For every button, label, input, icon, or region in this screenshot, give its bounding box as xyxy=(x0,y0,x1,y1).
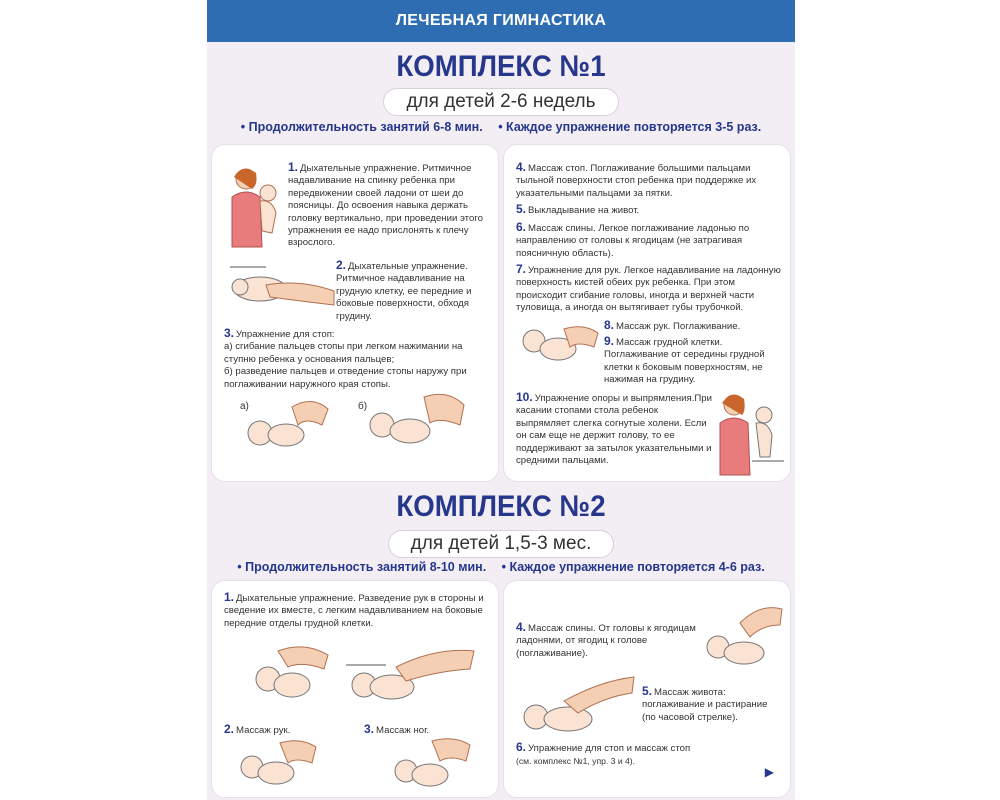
complex1-bullets xyxy=(207,120,795,134)
c1-exercise-1: 1. Дыхательные упражнение. Ритмичное надавливание на спинку ребенка при передвижении своей ладони от шеи до поясницы. До освоения навыка держать головку вертикально, при проведении этого упражнения ее надо прислонять к плечу взрослого. xyxy=(288,160,483,249)
leg-massage-illustration xyxy=(388,735,470,791)
foot-abduction-illustration xyxy=(364,391,468,453)
complex1-repeat: • Каждое упражнение повторяется 3-5 раз. xyxy=(498,120,762,134)
chest-press-illustration xyxy=(230,261,334,313)
complex1-subtitle: для детей 2-6 недель xyxy=(383,88,618,116)
c2-exercise-5: 5. Массаж живота: поглаживание и растирание (по часовой стрелке). xyxy=(642,684,768,723)
hand-massage-illustration xyxy=(518,321,598,369)
c1-exercise-3: 3. Упражнение для стоп: а) сгибание пальцев стопы при легком нажимании на ступню ребенка у основания пальцев; б) разведение пальцев и отведение стопы наружу при поглаживании наружного края стопы. xyxy=(224,326,467,390)
c2-exercise-6-note: (см. комплекс №1, упр. 3 и 4). xyxy=(516,756,636,767)
arms-spread-illustration xyxy=(238,641,332,705)
complex1-right-panel xyxy=(503,144,791,482)
complex2-right-panel xyxy=(503,580,791,798)
complex2-subtitle: для детей 1,5-3 мес. xyxy=(388,530,615,558)
c2-exercise-1: 1. Дыхательные упражнение. Разведение рук в стороны и сведение их вместе, с легким надавливанием на боковые передние отделы грудной клетки. xyxy=(224,590,484,629)
c1-exercise-4: 4. Массаж стоп. Поглаживание большими пальцами тыльной поверхности стоп ребенка при поддержке их указательными пальцами за пятки. xyxy=(516,160,757,199)
c2-exercise-4: 4. Массаж спины. От головы к ягодицам ладонями, от ягодиц к голове (поглаживание). xyxy=(516,620,696,659)
leaflet-page xyxy=(207,0,795,800)
complex1-title: КОМПЛЕКС №1 xyxy=(396,50,606,83)
c1-exercise-9: 9. Массаж грудной клетки. Поглаживание от середины грудной клетки к боковым поверхностям, не нажимая на грудину. xyxy=(604,334,765,386)
c1-exercise-3b: б) разведение пальцев и отведение стопы наружу при поглаживании наружного края стопы. xyxy=(224,366,467,390)
complex1-duration: • Продолжительность занятий 6-8 мин. xyxy=(240,120,483,134)
c1-exercise-8: 8. Массаж рук. Поглаживание. xyxy=(604,318,741,332)
mother-standing-baby-illustration xyxy=(714,391,784,475)
c1-exercise-5: 5. Выкладывание на живот. xyxy=(516,202,640,216)
next-page-arrow-icon[interactable]: ▶ xyxy=(764,765,774,779)
complex1-left-panel xyxy=(211,144,499,482)
c1-exercise-7: 7. Упражнение для рук. Легкое надавливание на ладонную поверхность кистей обеих рук ребенка. При этом происходит сгибание головы, иногда и верхней части туловища, а иногда он вытягивает губы трубочкой. xyxy=(516,262,781,314)
c1-exercise-6: 6. Массаж спины. Легкое поглаживание ладонью по направлению от головы к ягодицам (не затрагивая поясничную область). xyxy=(516,220,750,259)
c1-exercise-3a: а) сгибание пальцев стопы при легком нажимании на ступню ребенка у основания пальцев; xyxy=(224,341,463,365)
belly-massage-illustration xyxy=(518,677,636,739)
header-banner: ЛЕЧЕБНАЯ ГИМНАСТИКА xyxy=(207,0,795,42)
complex2-repeat: • Каждое упражнение повторяется 4-6 раз. xyxy=(501,560,765,574)
complex2-title: КОМПЛЕКС №2 xyxy=(396,490,606,523)
label-b: б) xyxy=(358,401,368,412)
back-massage-illustration xyxy=(700,603,784,673)
foot-flexion-illustration xyxy=(242,395,328,453)
arms-together-illustration xyxy=(346,641,476,707)
c1-exercise-10: 10. Упражнение опоры и выпрямления.При касании стопами стола ребенок выпрямляет слегка согнутые холени. Если он сам еще не держит голову, то ее поддерживают за затылок указательными и средними пальцами. xyxy=(516,390,712,467)
complex2-duration: • Продолжительность занятий 8-10 мин. xyxy=(237,560,487,574)
c2-exercise-3: 3. Массаж ног. xyxy=(364,722,430,736)
complex2-bullets xyxy=(207,560,795,574)
c2-exercise-6: 6. Упражнение для стоп и массаж стоп (см. комплекс №1, упр. 3 и 4). xyxy=(516,740,691,767)
label-a: а) xyxy=(240,401,249,412)
c2-exercise-2: 2. Массаж рук. xyxy=(224,722,291,736)
c1-exercise-2: 2. Дыхательные упражнение. Ритмичное надавливание на грудную клетку, ее передние и боковые поверхности, обходя грудину. xyxy=(336,258,472,322)
mother-holding-baby-illustration xyxy=(224,163,288,247)
complex2-left-panel xyxy=(211,580,499,798)
arm-massage-illustration xyxy=(234,735,316,791)
